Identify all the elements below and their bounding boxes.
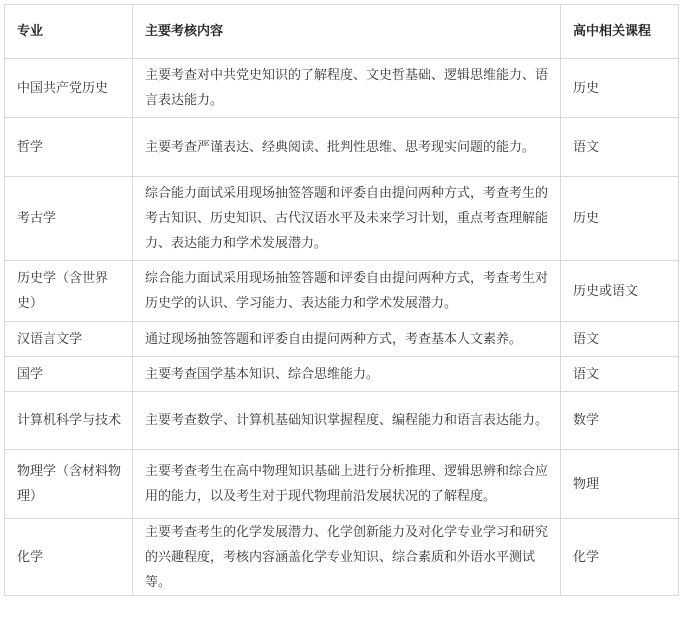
header-course: 高中相关课程 — [561, 5, 679, 59]
content-cell: 主要考查国学基本知识、综合思维能力。 — [133, 357, 561, 392]
content-cell: 主要考查数学、计算机基础知识掌握程度、编程能力和语言表达能力。 — [133, 392, 561, 450]
major-cell: 汉语言文学 — [5, 322, 133, 357]
course-cell: 物理 — [561, 450, 679, 519]
admission-table-container — [4, 4, 679, 596]
content-cell: 综合能力面试采用现场抽签答题和评委自由提问两种方式，考查考生的考古知识、历史知识、古代汉语水平及未来学习计划，重点考查理解能力、表达能力和学术发展潜力。 — [133, 177, 561, 261]
header-content: 主要考核内容 — [133, 5, 561, 59]
content-cell: 主要考查对中共党史知识的了解程度、文史哲基础、逻辑思维能力、语言表达能力。 — [133, 59, 561, 118]
major-cell: 中国共产党历史 — [5, 59, 133, 118]
content-cell: 通过现场抽签答题和评委自由提问两种方式，考查基本人文素养。 — [133, 322, 561, 357]
major-cell: 计算机科学与技术 — [5, 392, 133, 450]
admission-table — [4, 4, 679, 596]
table-row — [5, 261, 679, 322]
course-cell: 语文 — [561, 357, 679, 392]
content-cell: 主要考查严谨表达、经典阅读、批判性思维、思考现实问题的能力。 — [133, 118, 561, 177]
table-row — [5, 118, 679, 177]
content-cell: 综合能力面试采用现场抽签答题和评委自由提问两种方式，考查考生对历史学的认识、学习能力、表达能力和学术发展潜力。 — [133, 261, 561, 322]
course-cell: 历史或语文 — [561, 261, 679, 322]
table-row — [5, 177, 679, 261]
course-cell: 历史 — [561, 59, 679, 118]
course-cell: 化学 — [561, 519, 679, 596]
table-row — [5, 392, 679, 450]
course-cell: 语文 — [561, 322, 679, 357]
major-cell: 历史学（含世界史） — [5, 261, 133, 322]
table-row — [5, 59, 679, 118]
table-row — [5, 450, 679, 519]
table-header-row — [5, 5, 679, 59]
course-cell: 数学 — [561, 392, 679, 450]
major-cell: 哲学 — [5, 118, 133, 177]
major-cell: 化学 — [5, 519, 133, 596]
content-cell: 主要考查考生在高中物理知识基础上进行分析推理、逻辑思辨和综合应用的能力，以及考生对于现代物理前沿发展状况的了解程度。 — [133, 450, 561, 519]
header-major: 专业 — [5, 5, 133, 59]
content-cell: 主要考查考生的化学发展潜力、化学创新能力及对化学专业学习和研究的兴趣程度，考核内容涵盖化学专业知识、综合素质和外语水平测试等。 — [133, 519, 561, 596]
table-row — [5, 357, 679, 392]
course-cell: 语文 — [561, 118, 679, 177]
major-cell: 考古学 — [5, 177, 133, 261]
table-row — [5, 519, 679, 596]
major-cell: 物理学（含材料物理） — [5, 450, 133, 519]
major-cell: 国学 — [5, 357, 133, 392]
table-row — [5, 322, 679, 357]
course-cell: 历史 — [561, 177, 679, 261]
